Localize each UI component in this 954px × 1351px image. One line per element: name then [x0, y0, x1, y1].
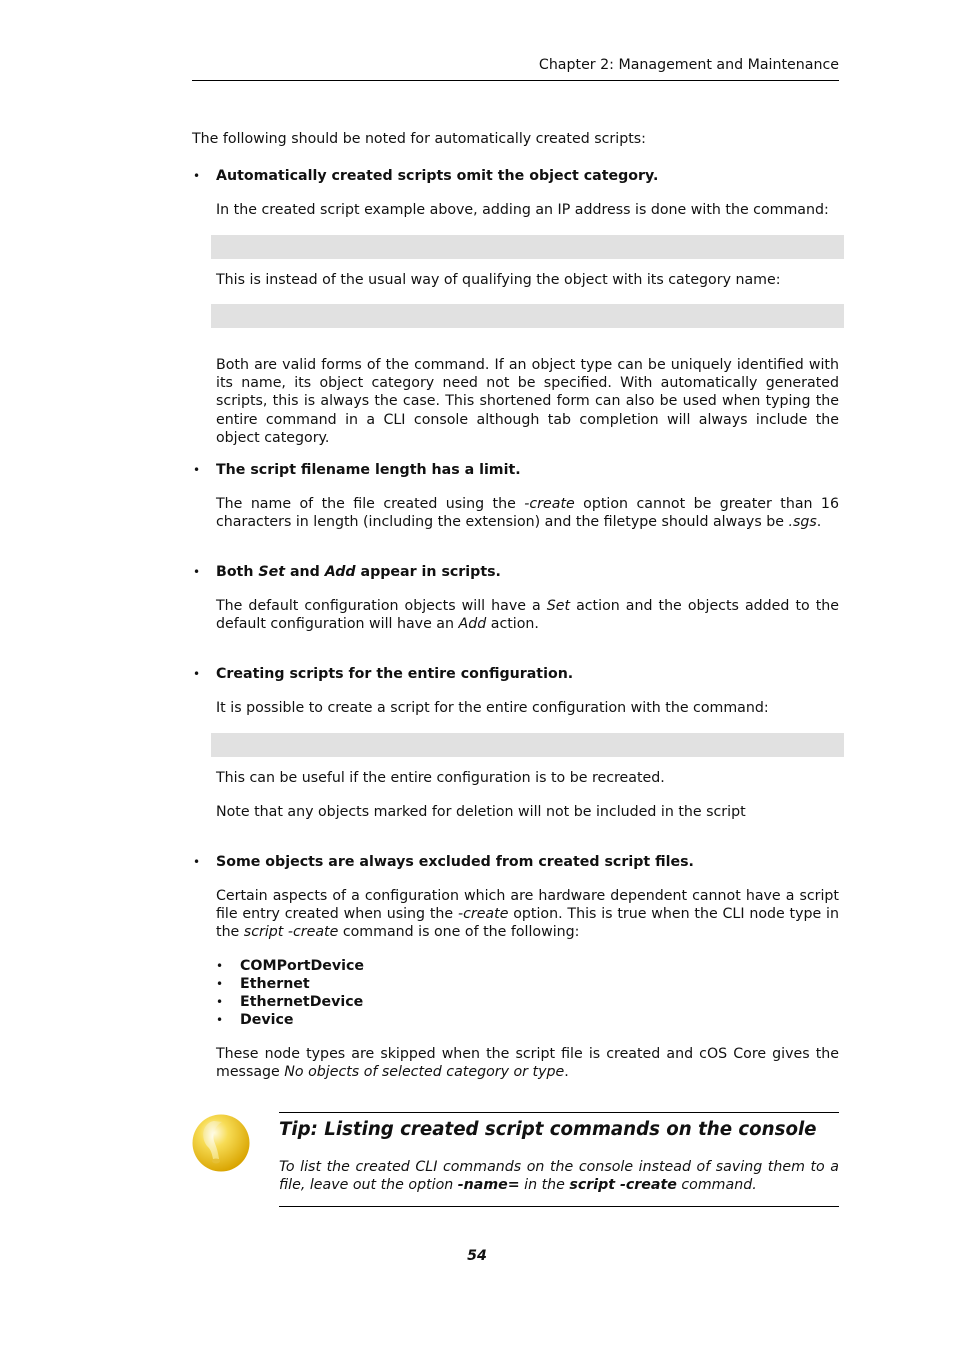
tip-text: To list the created CLI commands on the console instead of saving them to a file, leave out the option -name= in the script -create command. [279, 1159, 839, 1194]
bullet: • [193, 169, 201, 183]
section-heading: Creating scripts for the entire configuration. [216, 666, 574, 682]
paragraph: These node types are skipped when the script file is created and cOS Core gives the message No objects of selected category or type. [216, 1046, 839, 1081]
header-rule [192, 80, 839, 81]
bullet: • [193, 667, 201, 681]
bullet: • [216, 995, 224, 1009]
section-heading: Automatically created scripts omit the object category. [216, 168, 659, 184]
tip-top-rule [279, 1112, 839, 1113]
tip-bottom-rule [279, 1206, 839, 1207]
paragraph: Note that any objects marked for deletion will not be included in the script [216, 804, 746, 820]
list-item: Ethernet [240, 976, 310, 992]
paragraph: Certain aspects of a configuration which are hardware dependent cannot have a script file entry created when using the -create option. This is true when the CLI node type in the script -create command is one of the following: [216, 888, 839, 941]
paragraph: Both are valid forms of the command. If an object type can be uniquely identified with its name, its object category need not be specified. With automatically generated scripts, this is always the case. This shortened form can also be used when typing the entire command in a CLI console although tab completion will always include the object category. [216, 357, 839, 446]
bullet: • [193, 855, 201, 869]
section-heading: The script filename length has a limit. [216, 462, 521, 478]
chapter-header: Chapter 2: Management and Maintenance [538, 57, 839, 73]
list-item: COMPortDevice [240, 958, 365, 974]
bullet: • [216, 959, 224, 973]
section-heading: Some objects are always excluded from created script files. [216, 854, 694, 870]
lightbulb-icon [192, 1113, 252, 1173]
code-block [211, 304, 844, 328]
page-number: 54 [467, 1248, 487, 1264]
intro-text: The following should be noted for automatically created scripts: [192, 131, 646, 147]
bullet: • [193, 565, 201, 579]
section-heading: Both Set and Add appear in scripts. [216, 564, 501, 580]
paragraph: This can be useful if the entire configuration is to be recreated. [216, 770, 665, 786]
code-block [211, 235, 844, 259]
code-block [211, 733, 844, 757]
paragraph: The default configuration objects will have a Set action and the objects added to the default configuration will have an Add action. [216, 598, 840, 633]
bullet: • [193, 463, 201, 477]
bullet: • [216, 1013, 224, 1027]
tip-title: Tip: Listing created script commands on the console [279, 1119, 817, 1140]
paragraph: It is possible to create a script for the entire configuration with the command: [216, 700, 769, 716]
list-item: EthernetDevice [240, 994, 364, 1010]
paragraph: This is instead of the usual way of qualifying the object with its category name: [216, 272, 781, 288]
list-item: Device [240, 1012, 294, 1028]
paragraph: In the created script example above, adding an IP address is done with the command: [216, 202, 829, 218]
bullet: • [216, 977, 224, 991]
paragraph: The name of the file created using the -create option cannot be greater than 16 characters in length (including the extension) and the filetype should always be .sgs. [216, 496, 839, 531]
